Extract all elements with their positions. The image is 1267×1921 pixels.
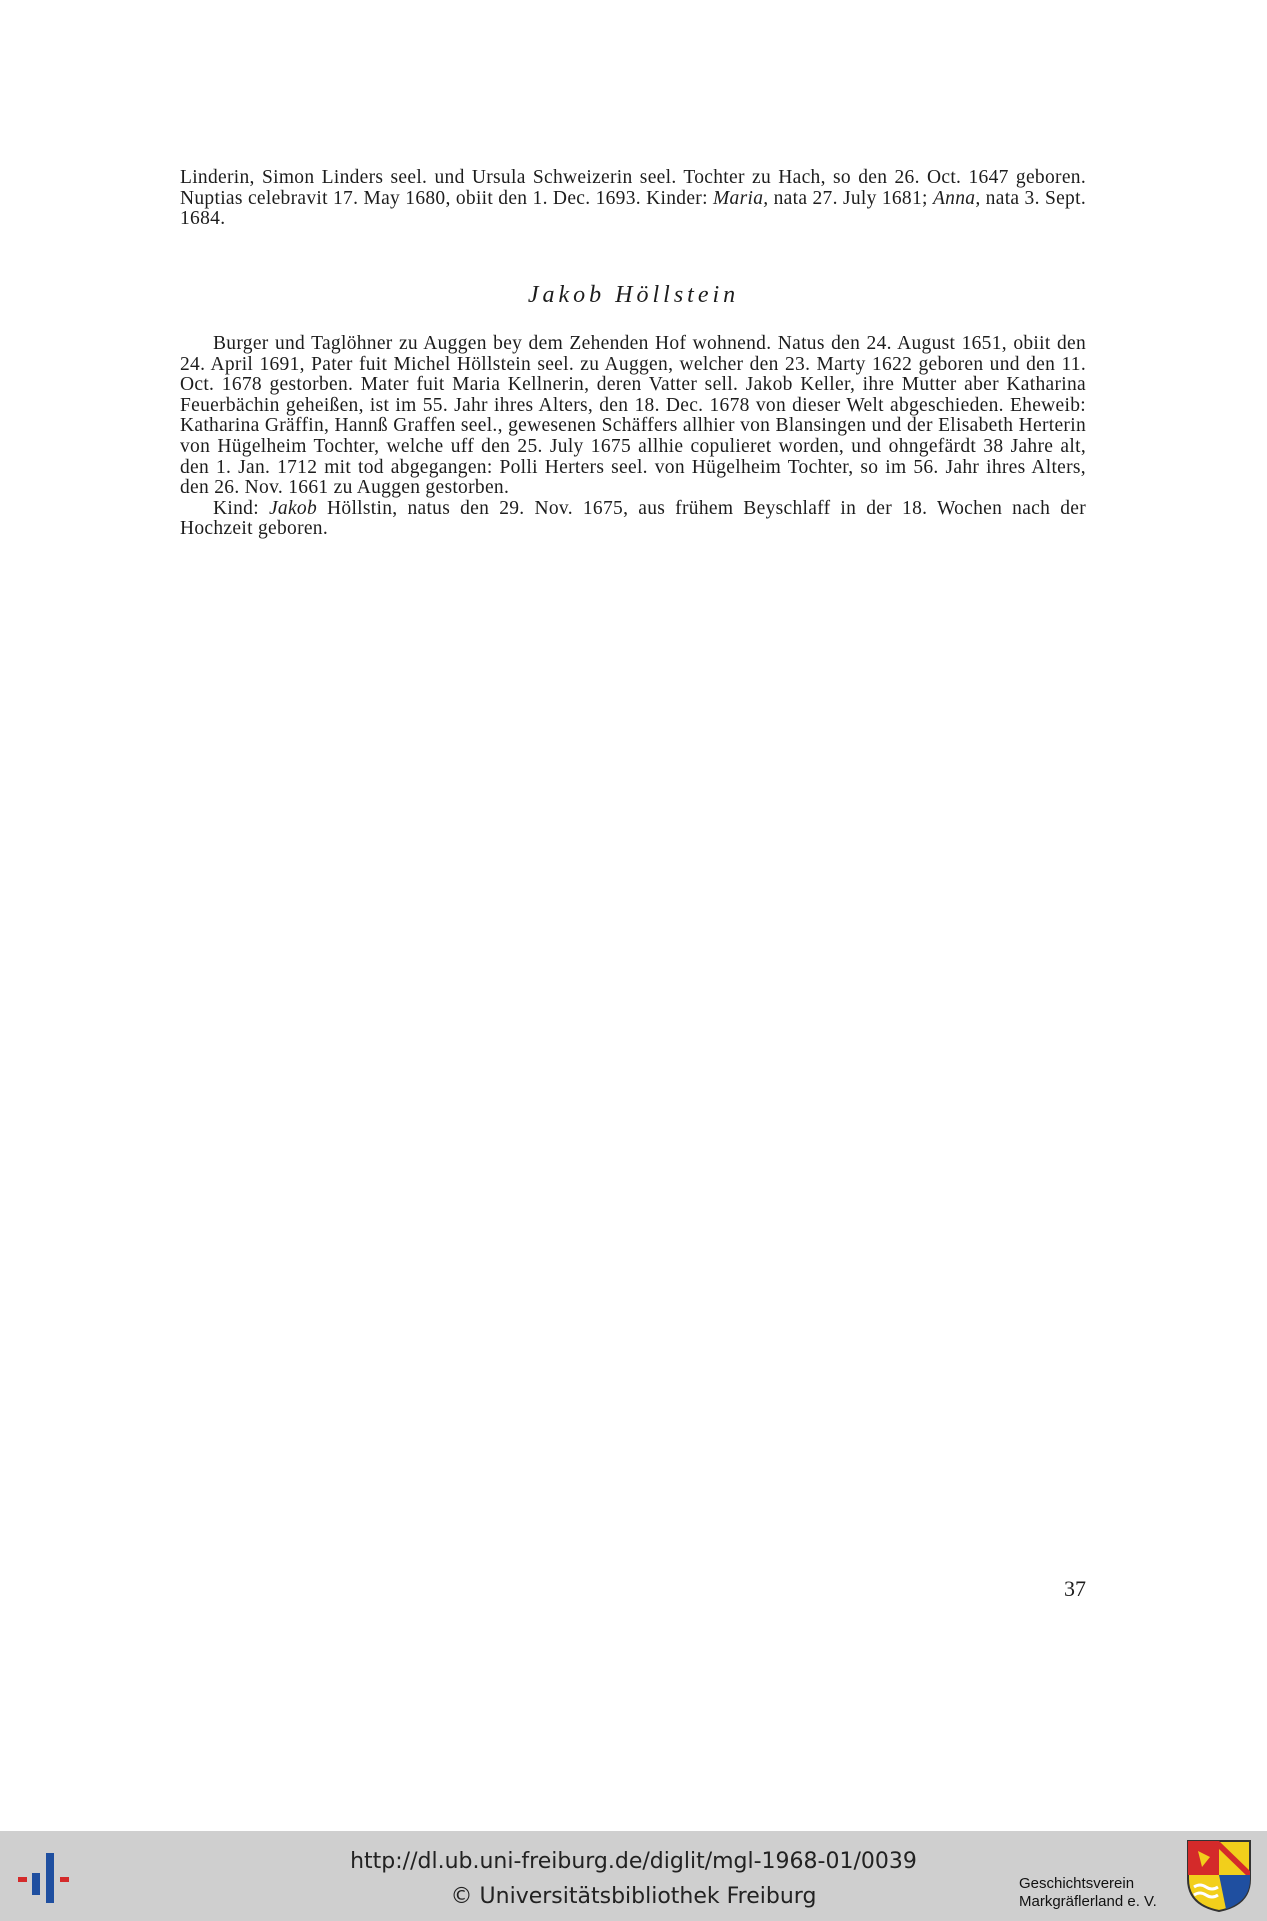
text-segment: nata 3. Sept. 1684. (180, 187, 1087, 230)
child-label: Kind: (213, 497, 269, 519)
text-paragraph-continuation (180, 168, 1086, 230)
footer-bar (0, 1831, 1267, 1921)
association-line: Geschichtsverein (1019, 1875, 1135, 1892)
association-name (1019, 1875, 1179, 1911)
source-url-link[interactable]: http://dl.ub.uni-freiburg.de/diglit/mgl-1968-01/0039 (350, 1849, 917, 1874)
association-line: Markgräflerland e. V. (1019, 1893, 1157, 1910)
text-segment: Linderin, Simon Linders seel. und Ursula Schweizerin seel. Tochter zu Hach, so den 26. Oct. 1647 geboren. Nuptias celebravit 17. May 1680, obiit den 1. Dec. 1693. Kinder: (180, 167, 1086, 209)
text-body (180, 334, 1086, 540)
section-heading: Jakob Höllstein (527, 282, 740, 308)
text-segment: nata 27. July 1681; (768, 187, 933, 209)
biography-paragraph: Burger und Taglöhner zu Auggen bey dem Zehenden Hof wohnend. Natus den 24. August 1651, obiit den 24. April 1691, Pater fuit Michel Höllstein seel. zu Auggen, welcher den 23. Marty 1622 geboren und den 11. Oct. 1678 gestorben. Mater fuit Maria Kellnerin, deren Vatter sell. Jakob Keller, ihre Mutter aber Katharina Feuerbächin geheißen, ist im 55. Jahr ihres Alters, den 18. Dec. 1678 von dieser Welt abgeschieden. Eheweib: Katharina Gräffin, Hannß Graffen seel., gewesenen Schäffers allhier von Blansingen und der Elisabeth Herterin von Hügelheim Tochter, welche uff den 25. July 1675 allhie copulieret worden, und ohngefärdt 38 Jahre alt, den 1. Jan. 1712 mit tod abgegangen: Polli Herters seel. von Hügelheim Tochter, so im 56. Jahr ihres Alters, den 26. Nov. 1661 zu Auggen gestorben. (180, 333, 1086, 499)
coat-of-arms-icon (1186, 1839, 1252, 1913)
child-paragraph (180, 499, 1086, 540)
page-number: 37 (1064, 1576, 1086, 1601)
child-name-anna: Anna, (932, 187, 981, 209)
copyright-text: © Universitätsbibliothek Freiburg (450, 1884, 817, 1909)
child-text: Höllstin, natus den 29. Nov. 1675, aus frühem Beyschlaff in der 18. Wochen nach der Hochzeit geboren. (180, 497, 1086, 540)
child-name-jakob: Jakob (268, 497, 317, 519)
child-name-maria: Maria, (713, 187, 769, 209)
